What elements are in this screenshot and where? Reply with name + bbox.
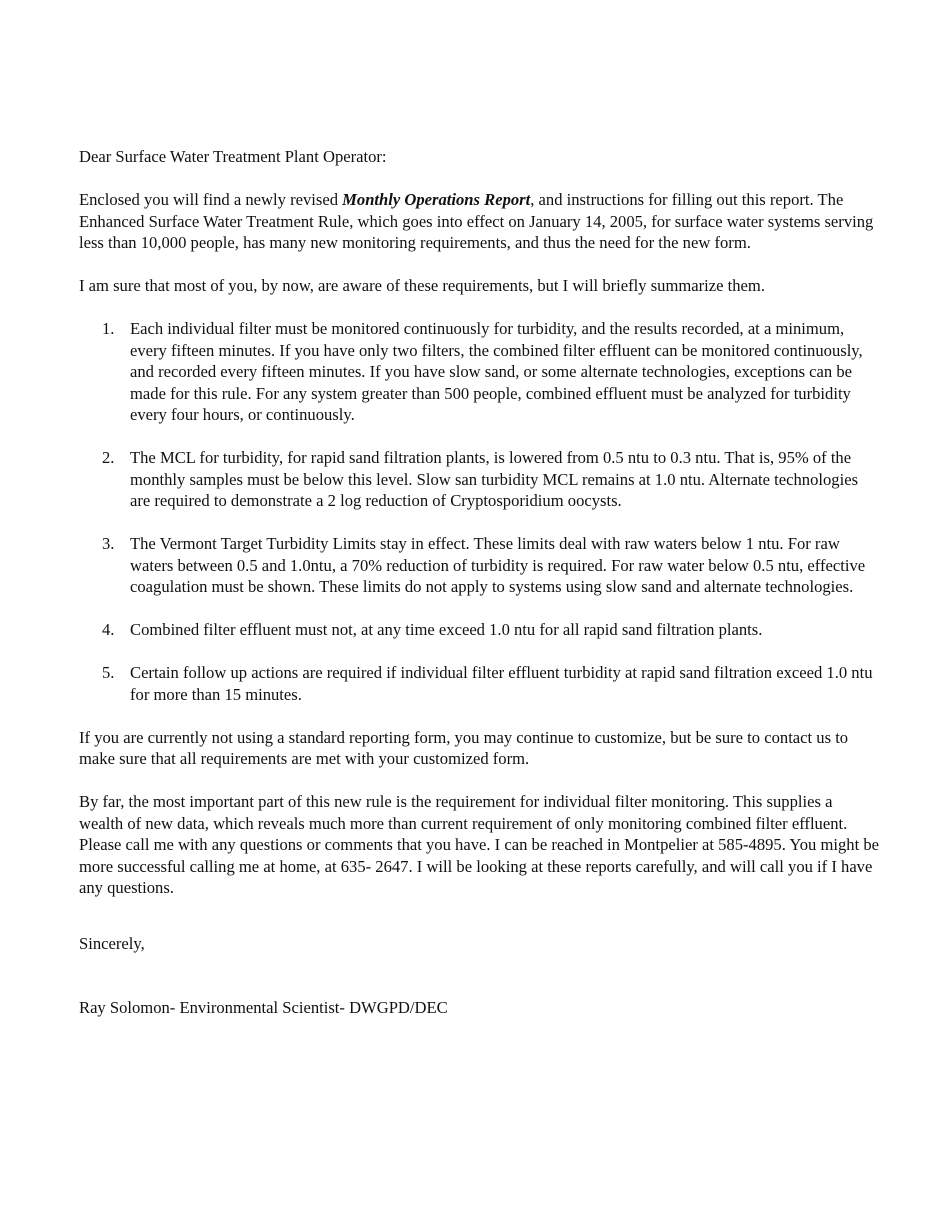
list-item-number: 2. [102,448,115,467]
summary-lead-paragraph: I am sure that most of you, by now, are aware of these requirements, but I will briefly summarize them. [79,276,765,295]
list-item-text: Combined filter effluent must not, at any time exceed 1.0 ntu for all rapid sand filtration plants. [130,620,763,639]
list-item [79,533,879,598]
list-item-text: Each individual filter must be monitored continuously for turbidity, and the results recorded, at a minimum, every fifteen minutes. If you have only two filters, the combined filter effluent can be monitored continuously, and recorded every fifteen minutes. If you have slow sand, or some alternate technologies, exceptions can be made for this rule. For any system greater than 500 people, combined effluent must be analyzed for turbidity every four hours, or continuously. [130,319,863,424]
list-item-number: 5. [102,663,115,682]
list-item-number: 1. [102,319,115,338]
intro-text-end: , and instructions for filling out this report. The Enhanced Surface Water Treatment Rule, which goes into effect on January 14, 2005, for surface water systems serving less than 10,000 people, has many new monitoring requirements, and thus the need for the new form. [79,190,874,252]
intro-text-start: Enclosed you will find a newly revised [79,190,343,209]
list-item-number: 3. [102,534,115,553]
intro-paragraph [79,189,879,254]
list-item [79,662,879,705]
sign-off: Sincerely, [79,933,145,953]
letter-page [79,146,879,1019]
custom-form-paragraph: If you are currently not using a standard reporting form, you may continue to customize, but be sure to contact us to make sure that all requirements are met with your customized form. [79,727,849,768]
list-item [79,447,879,512]
list-item [79,619,879,641]
closing-paragraph: By far, the most important part of this new rule is the requirement for individual filter monitoring. This supplies a wealth of new data, which reveals much more than current requirement of only monitoring combined filter effluent. Please call me with any questions or comments that you have. I can be reached in Montpelier at 585-4895. You might be more successful calling me at home, at 635- 2647. I will be looking at these reports carefully, and will call you if I have any questions. [79,792,879,897]
list-item-text: Certain follow up actions are required if individual filter effluent turbidity at rapid sand filtration exceed 1.0 ntu for more than 15 minutes. [130,663,873,704]
list-item-text: The MCL for turbidity, for rapid sand filtration plants, is lowered from 0.5 ntu to 0.3 ntu. That is, 95% of the monthly samples must be below this level. Slow san turbidity MCL remains at 1.0 ntu. Alternate technologies are required to demonstrate a 2 log reduction of Cryptosporidium oocysts. [130,448,859,510]
salutation: Dear Surface Water Treatment Plant Operator: [79,147,387,166]
list-item-number: 4. [102,620,115,639]
report-title-emphasis: Monthly Operations Report [342,190,531,209]
list-item-text: The Vermont Target Turbidity Limits stay in effect. These limits deal with raw waters below 1 ntu. For raw waters between 0.5 and 1.0ntu, a 70% reduction of turbidity is required. For raw water below 0.5 ntu, effective coagulation must be shown. These limits do not apply to systems using slow sand and alternate technologies. [130,534,866,596]
requirements-list [79,318,879,705]
signature: Ray Solomon- Environmental Scientist- DWGPD/DEC [79,998,448,1017]
list-item [79,318,879,426]
